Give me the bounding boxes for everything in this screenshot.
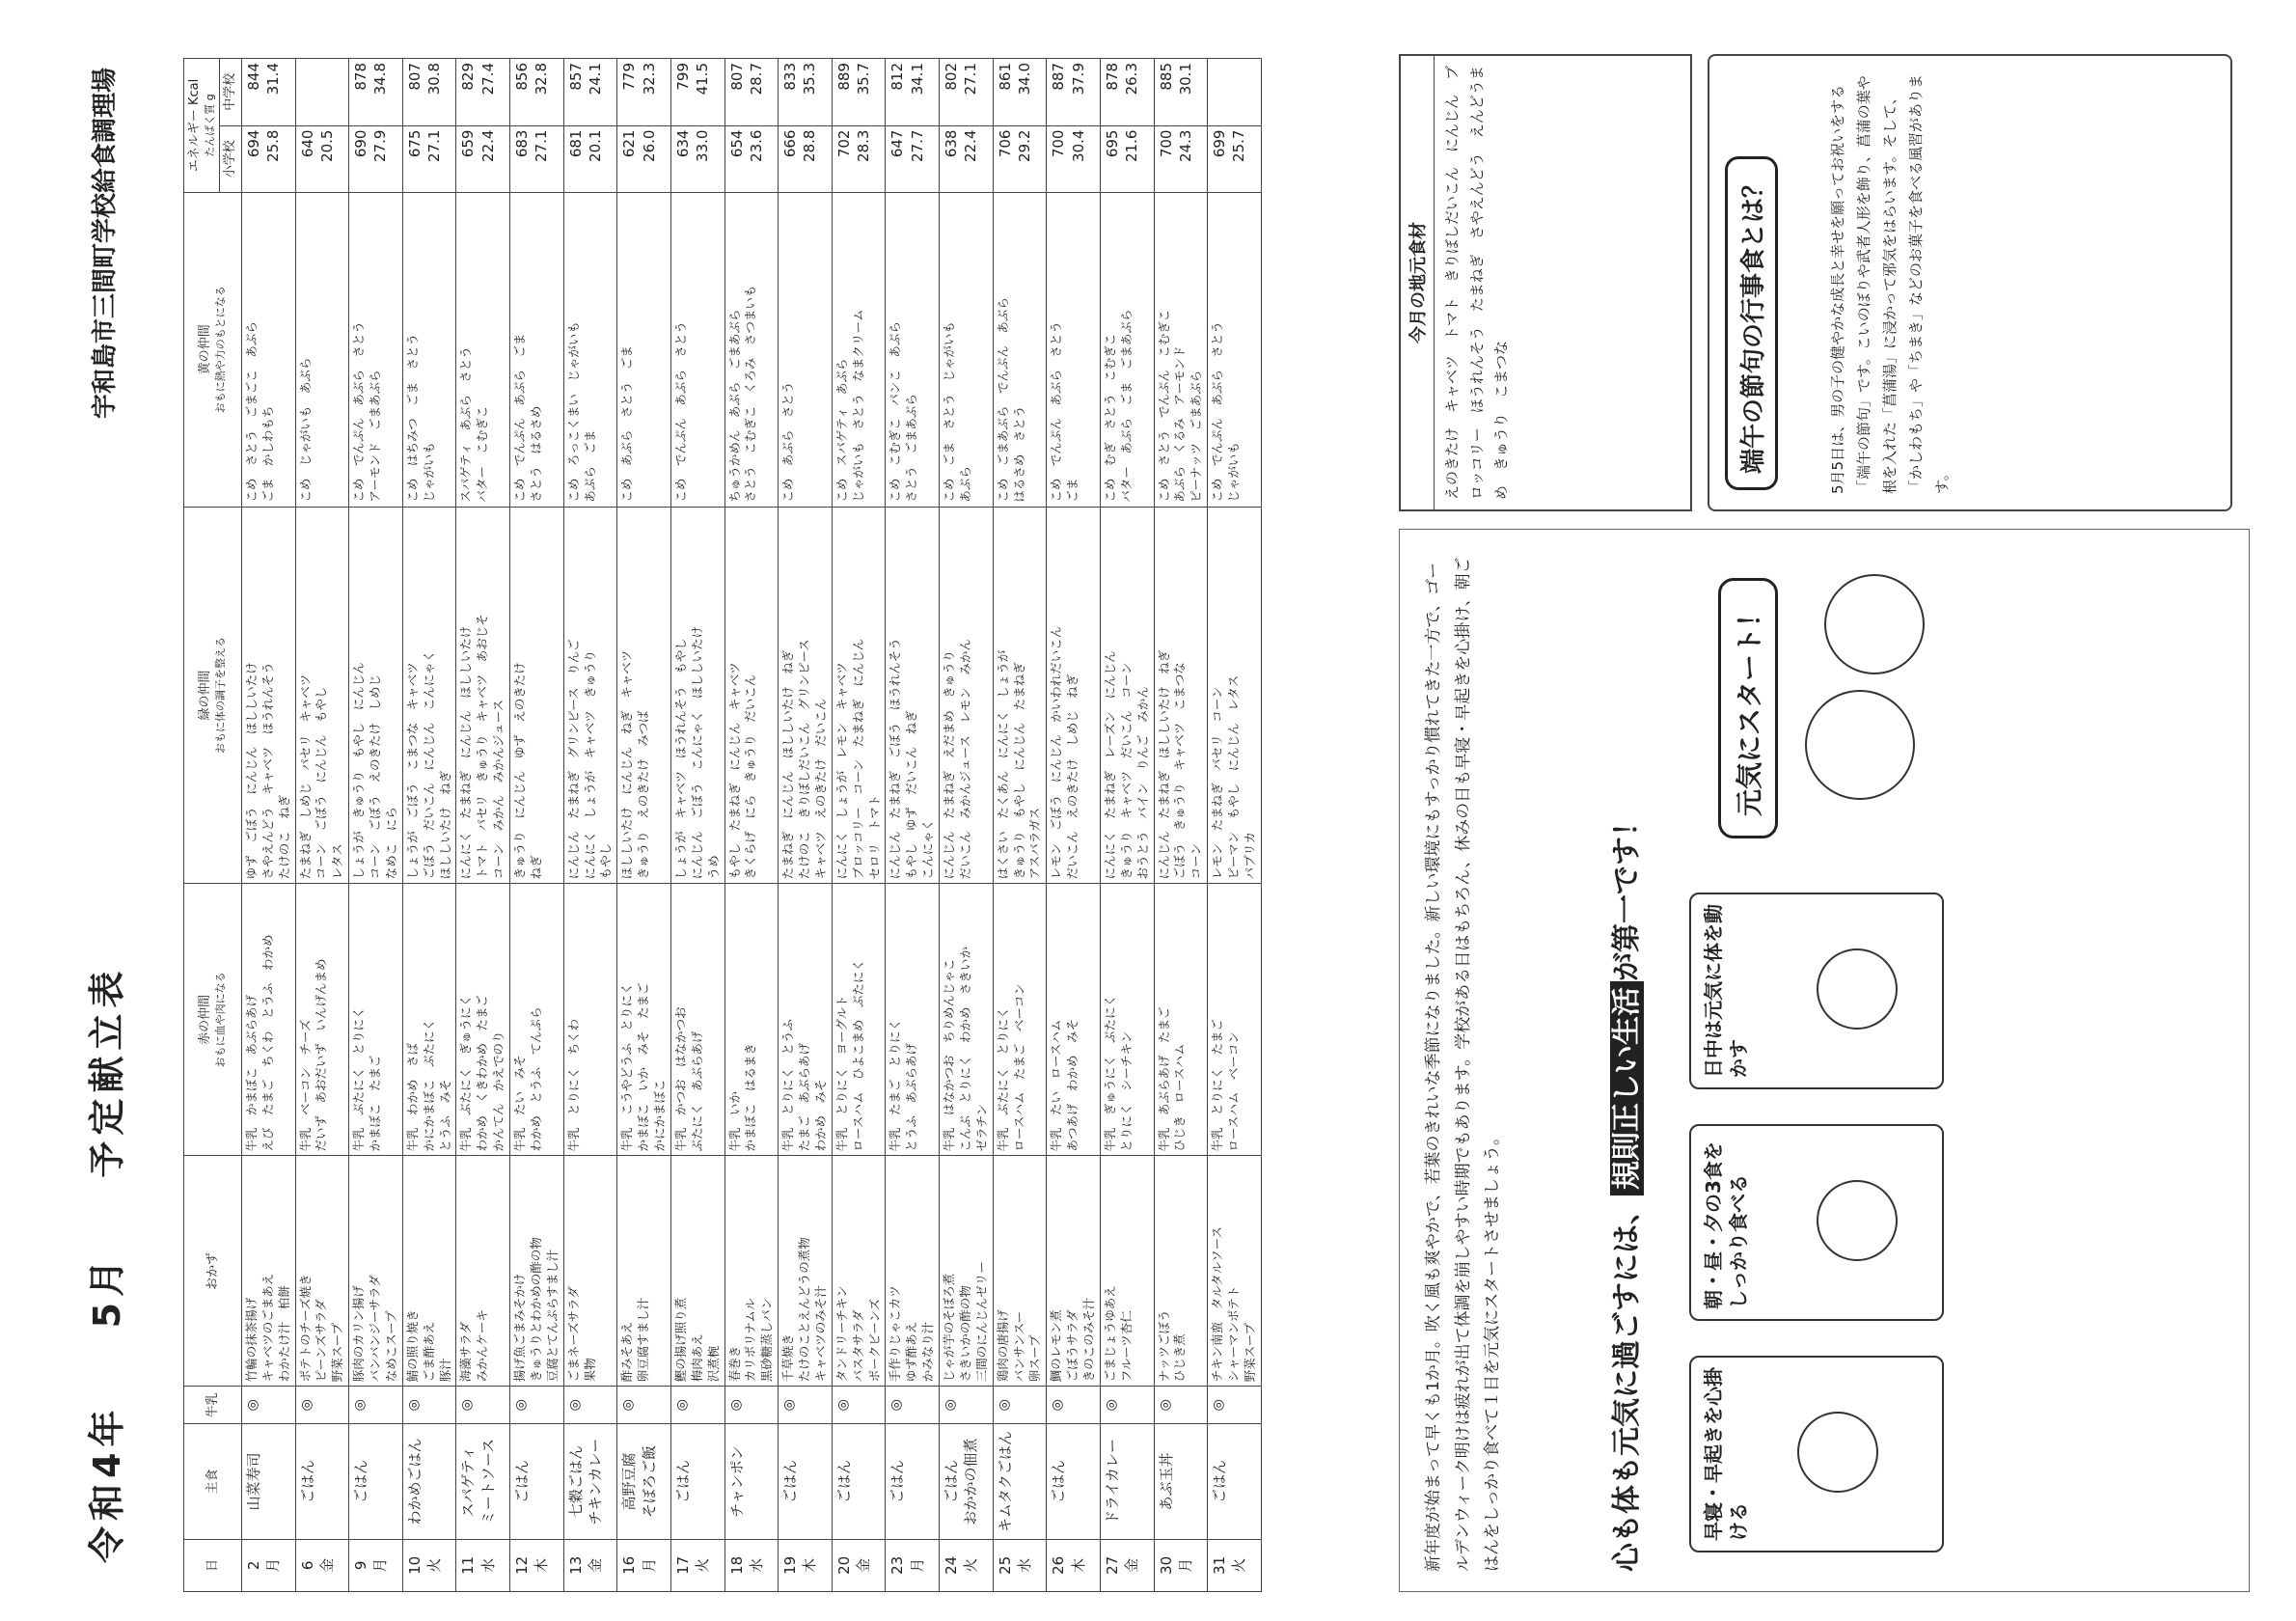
ball-icon xyxy=(1817,948,1898,1030)
staple-cell: 高野豆腐 そぼろご飯 xyxy=(617,1424,671,1539)
side-cell: 千草焼き たけのことえんどうの煮物 キャベツのみそ汁 xyxy=(779,1156,833,1387)
red-cell: 牛乳 ぎゅうにく ぶたにく とりにく シーチキン xyxy=(1100,884,1154,1156)
menu-table xyxy=(183,58,1262,1592)
side-cell: 豚肉のカリン揚げ バンバンジーサラダ なめこスープ xyxy=(349,1156,403,1387)
side-cell: じゃが芋のそぼろ煮 さきいかの酢の物 三間のにんじんゼリー xyxy=(940,1156,994,1387)
elementary-nutrition-cell: 666 28.8 xyxy=(779,125,833,192)
green-cell: たまねぎ にんじん ほししいたけ ねぎ たけのこ きりぼしだいこん グリンピース キャベツ えのきたけ だいこん xyxy=(779,507,833,884)
side-cell: 春巻き カリポリナムル 黒砂糖蒸しパン xyxy=(724,1156,779,1387)
side-cell: 酢みそあえ 卵豆腐すまし汁 xyxy=(617,1156,671,1387)
green-cell: ほししいたけ にんじん ねぎ キャベツ きゅうり えのきたけ みつば xyxy=(617,507,671,884)
red-cell: 牛乳 いか かまぼこ はるまき xyxy=(724,884,779,1156)
junior-nutrition-cell: 799 41.5 xyxy=(670,59,724,126)
elementary-nutrition-cell: 659 22.4 xyxy=(456,125,510,192)
th-yellow-sub: おもに熱や力のもとになる xyxy=(213,286,227,414)
table-row xyxy=(295,59,349,1592)
yellow-cell: こめ でんぷん あぶら さとう じゃがいも xyxy=(1208,192,1262,507)
elementary-nutrition-cell: 695 21.6 xyxy=(1100,125,1154,192)
milk-cell: ◎ xyxy=(993,1387,1047,1424)
table-row xyxy=(241,59,295,1592)
milk-cell: ◎ xyxy=(1208,1387,1262,1424)
card-exercise-label: 日中は元気に体を動かす xyxy=(1702,904,1750,1078)
junior-nutrition-cell: 889 35.7 xyxy=(832,59,886,126)
side-cell: ごまじょうゆあえ フルーツ杏仁 xyxy=(1100,1156,1154,1387)
red-cell: 牛乳 ぶたにく ぎゅうにく わかめ くきわかめ たまご かんてん かえでのり xyxy=(456,884,510,1156)
table-row xyxy=(724,59,779,1592)
red-cell: 牛乳 とりにく とうふ たまご あぶらあげ わかめ みそ xyxy=(779,884,833,1156)
elementary-nutrition-cell: 621 26.0 xyxy=(617,125,671,192)
red-cell: 牛乳 ベーコン チーズ だいず あおだいず いんげんまめ xyxy=(295,884,349,1156)
th-side: おかず xyxy=(184,1156,242,1387)
staple-cell: ごはん xyxy=(779,1424,833,1539)
staple-cell: ごはん xyxy=(832,1424,886,1539)
staple-cell: ごはん xyxy=(886,1424,940,1539)
side-cell: タンドリーチキン パスタサラダ ポークビーンズ xyxy=(832,1156,886,1387)
staple-cell: ごはん xyxy=(349,1424,403,1539)
bowl-icon xyxy=(1817,1180,1898,1261)
moon-icon xyxy=(1797,1412,1878,1493)
elementary-nutrition-cell: 706 29.2 xyxy=(993,125,1047,192)
milk-cell: ◎ xyxy=(670,1387,724,1424)
staple-cell: ごはん おかかの佃煮 xyxy=(940,1424,994,1539)
th-yellow xyxy=(184,192,242,507)
festival-text: 5月5日は、男の子の健やかな成長と幸せを願ってお祝いをする「端午の節句」です。こいのぼりや武者人形を飾り、菖蒲の葉や根を入れた「菖蒲湯」に浸かって邪気をはらいます。そして、「かしわもち」や「ちまき」などのお菓子を食べる風習があります。 xyxy=(1829,73,1951,494)
green-cell: にんじん たまねぎ ごぼう ほうれんそう もやし ゆず だいこん ねぎ こんにゃく xyxy=(886,507,940,884)
table-row xyxy=(1100,59,1154,1592)
yellow-cell: こめ でんぷん あぶら さとう xyxy=(670,192,724,507)
junior-nutrition-cell: 833 35.3 xyxy=(779,59,833,126)
table-row xyxy=(1154,59,1208,1592)
green-cell: にんにく たまねぎ にんじん ほししいたけ トマト パセリ きゅうり キャベツ あおじそ コーン みかん みかんジュース xyxy=(456,507,510,884)
th-protein: たんぱく質 g xyxy=(203,94,216,157)
green-cell: たまねぎ しめじ パセリ キャベツ コーン ごぼう にんじん もやし レタス xyxy=(295,507,349,884)
milk-cell: ◎ xyxy=(349,1387,403,1424)
era-label: 令和4年 xyxy=(86,1404,128,1563)
day-cell: 24 火 xyxy=(940,1539,994,1591)
th-red xyxy=(184,884,242,1156)
yellow-cell: こめ ごまあぶら でんぷん あぶら はるさめ さとう xyxy=(993,192,1047,507)
title-row xyxy=(77,58,154,1563)
side-cell: ポテトのチーズ焼き ピーンズサラダ 野菜スープ xyxy=(295,1156,349,1387)
staple-cell: ごはん xyxy=(295,1424,349,1539)
red-cell: 牛乳 あぶらあげ たまご ひじき ロースハム xyxy=(1154,884,1208,1156)
junior-nutrition-cell: 885 30.1 xyxy=(1154,59,1208,126)
milk-cell: ◎ xyxy=(456,1387,510,1424)
side-cell: 鯖の照り焼き ごま酢あえ 豚汁 xyxy=(402,1156,456,1387)
table-row xyxy=(510,59,564,1592)
junior-nutrition-cell: 861 34.0 xyxy=(993,59,1047,126)
yellow-cell: こめ ごま さとう じゃがいも あぶら xyxy=(940,192,994,507)
junior-nutrition-cell: 829 27.4 xyxy=(456,59,510,126)
green-cell: きゅうり にんじん ゆず えのきたけ ねぎ xyxy=(510,507,564,884)
milk-cell: ◎ xyxy=(1100,1387,1154,1424)
th-elementary: 小学校 xyxy=(220,125,242,192)
local-ingredients-box xyxy=(1399,54,1692,511)
green-cell: にんじん たまねぎ グリンピース りんご にんにく しょうが キャベツ きゅうり もやし xyxy=(563,507,617,884)
th-red-title: 赤の仲間 xyxy=(198,994,213,1045)
elementary-nutrition-cell: 700 24.3 xyxy=(1154,125,1208,192)
card-sleep-label: 早寝・早起きを心掛ける xyxy=(1702,1367,1750,1541)
local-text: えのきたけ キャベツ トマト きりぼしだいこん にんじん ブロッコリー ほうれんそう たまねぎ さやえんどう えんどうまめ きゅうり こまつな xyxy=(1443,65,1510,500)
bottom-section xyxy=(1399,58,2248,1592)
yellow-cell: こめ あぶら さとう ごま xyxy=(617,192,671,507)
green-cell: はくさい たくあん にんにく しょうが きゅうり もやし にんじん たまねぎ アスパラガス xyxy=(993,507,1047,884)
day-cell: 17 火 xyxy=(670,1539,724,1591)
title-label: 予定献立表 xyxy=(86,965,128,1178)
green-cell: にんにく たまねぎ レーズン にんじん きゅうり キャベツ だいこん コーン おうとう パイン りんご みかん xyxy=(1100,507,1154,884)
day-cell: 20 金 xyxy=(832,1539,886,1591)
elementary-nutrition-cell: 700 30.4 xyxy=(1047,125,1101,192)
table-row xyxy=(349,59,403,1592)
issuer-label: 宇和島市三間町学校給食調理場 xyxy=(91,68,120,420)
side-cell: 手作りじゃこカツ ゆず酢あえ かみなり汁 xyxy=(886,1156,940,1387)
staple-cell: わかめごはん xyxy=(402,1424,456,1539)
red-cell: 牛乳 わかめ さば かにかまぼこ ぶたにく とうふ みそ xyxy=(402,884,456,1156)
junior-nutrition-cell: 779 32.3 xyxy=(617,59,671,126)
green-cell: にんじん たまねぎ えだまめ きゅうり だいこん みかんジュース レモン みかん xyxy=(940,507,994,884)
junior-nutrition-cell: 807 28.7 xyxy=(724,59,779,126)
green-cell: にんにく しょうが レモン キャベツ ブロッコリー コーン たまねぎ にんじん セロリ トマト xyxy=(832,507,886,884)
junior-nutrition-cell xyxy=(1208,59,1262,126)
staple-cell: チャンポン xyxy=(724,1424,779,1539)
child-face-icon-2 xyxy=(1824,574,1925,674)
red-cell: 牛乳 かつお はなかつお ぶたにく あぶらあげ xyxy=(670,884,724,1156)
elementary-nutrition-cell: 634 33.0 xyxy=(670,125,724,192)
table-row xyxy=(940,59,994,1592)
milk-cell: ◎ xyxy=(1154,1387,1208,1424)
table-row xyxy=(456,59,510,1592)
table-row xyxy=(886,59,940,1592)
table-row xyxy=(617,59,671,1592)
th-green-sub: おもに体の調子を整える xyxy=(213,636,227,754)
table-row xyxy=(832,59,886,1592)
table-row xyxy=(563,59,617,1592)
side-cell: 鯛のレモン煮 ごぼうサラダ きのこのみそ汁 xyxy=(1047,1156,1101,1387)
table-row xyxy=(1208,59,1262,1592)
milk-cell: ◎ xyxy=(510,1387,564,1424)
green-cell: しょうが きゅうり もやし にんじん コーン ごぼう えのきたけ しめじ なめこ にら xyxy=(349,507,403,884)
child-face-icon xyxy=(1805,690,1915,800)
day-cell: 23 月 xyxy=(886,1539,940,1591)
yellow-cell: こめ はちみつ ごま さとう じゃがいも xyxy=(402,192,456,507)
local-title: 今月の地元食材 xyxy=(1401,56,1435,509)
junior-nutrition-cell: 856 32.8 xyxy=(510,59,564,126)
red-cell: 牛乳 たい ロースハム あつあげ わかめ みそ xyxy=(1047,884,1101,1156)
red-cell: 牛乳 たい みそ わかめ とうふ てんぷら xyxy=(510,884,564,1156)
side-cell: 海藻サラダ みかんケーキ xyxy=(456,1156,510,1387)
month-label: 5月 xyxy=(86,1253,128,1329)
yellow-cell: こめ ろっこくまい じゃがいも あぶら ごま xyxy=(563,192,617,507)
yellow-cell: こめ でんぷん あぶら さとう アーモンド ごまあぶら xyxy=(349,192,403,507)
milk-cell: ◎ xyxy=(563,1387,617,1424)
staple-cell: 七穀ごはん チキンカレー xyxy=(563,1424,617,1539)
red-cell: 牛乳 かまぼこ あぶらあげ えび たまご ちくわ とうふ わかめ xyxy=(241,884,295,1156)
milk-cell: ◎ xyxy=(617,1387,671,1424)
message-box xyxy=(1399,529,2250,1592)
junior-nutrition-cell xyxy=(295,59,349,126)
start-bubble: 元気にスタート！ xyxy=(1718,578,1778,838)
red-cell: 牛乳 たまご とりにく とうふ あぶらあげ xyxy=(886,884,940,1156)
side-cell: ごまネーズサラダ 果物 xyxy=(563,1156,617,1387)
milk-cell: ◎ xyxy=(241,1387,295,1424)
th-day: 日 xyxy=(184,1539,242,1591)
day-cell: 13 金 xyxy=(563,1539,617,1591)
day-cell: 19 木 xyxy=(779,1539,833,1591)
yellow-cell: こめ じゃがいも あぶら xyxy=(295,192,349,507)
slogan-post: が第一です！ xyxy=(1610,808,1644,981)
day-cell: 31 火 xyxy=(1208,1539,1262,1591)
day-cell: 2 月 xyxy=(241,1539,295,1591)
red-cell: 牛乳 ぶたにく とりにく かまぼこ たまご xyxy=(349,884,403,1156)
day-cell: 9 月 xyxy=(349,1539,403,1591)
green-cell: しょうが キャベツ ほうれんそう もやし にんじん ごぼう こんにゃく ほししいたけ うめ xyxy=(670,507,724,884)
side-cell: 鰹の揚げ照り煮 梅肉あえ 沢煮椀 xyxy=(670,1156,724,1387)
green-cell: ゆず ごぼう にんじん ほししいたけ さやえんどう キャベツ ほうれんそう たけのこ ねぎ xyxy=(241,507,295,884)
side-cell: 揚げ魚ごまみそかけ きゅうりとわかめの酢の物 豆腐とてんぷらすまし汁 xyxy=(510,1156,564,1387)
th-milk: 牛乳 xyxy=(184,1387,242,1424)
staple-cell: キムタクごはん xyxy=(993,1424,1047,1539)
table-row xyxy=(1047,59,1101,1592)
festival-title: 端午の節句の行事食とは？ xyxy=(1725,156,1778,490)
yellow-cell: こめ さとう でんぷん こむぎこ あぶら くるみ アーモンド ピーナッツ ごまあぶら xyxy=(1154,192,1208,507)
side-cell: ナッツごぼう ひじき煮 xyxy=(1154,1156,1208,1387)
day-cell: 11 水 xyxy=(456,1539,510,1591)
card-meals-label: 朝・昼・夕の3食をしっかり食べる xyxy=(1702,1141,1750,1309)
green-cell: レモン ごぼう にんじん かいわれだいこん だいこん えのきたけ しめじ ねぎ xyxy=(1047,507,1101,884)
red-cell: 牛乳 こうやどうふ とりにく かまぼこ いか みそ たまご かにかまぼこ xyxy=(617,884,671,1156)
card-meals xyxy=(1689,1124,1944,1321)
day-cell: 26 木 xyxy=(1047,1539,1101,1591)
slogan xyxy=(1602,808,1645,1572)
green-cell: もやし たまねぎ にんじん キャベツ きくらげ にら きゅうり だいこん xyxy=(724,507,779,884)
th-junior: 中学校 xyxy=(220,59,242,126)
yellow-cell: こめ さとう ごまごこ あぶら ごま かしわもち xyxy=(241,192,295,507)
junior-nutrition-cell: 812 34.1 xyxy=(886,59,940,126)
junior-nutrition-cell: 807 30.8 xyxy=(402,59,456,126)
day-cell: 12 木 xyxy=(510,1539,564,1591)
yellow-cell: スパゲティ あぶら さとう バター こむぎこ xyxy=(456,192,510,507)
junior-nutrition-cell: 878 34.8 xyxy=(349,59,403,126)
table-row xyxy=(993,59,1047,1592)
th-red-sub: おもに血や肉になる xyxy=(213,972,227,1068)
red-cell: 牛乳 はなかつお ちりめんじゃこ こんぶ とりにく わかめ さきいか ゼラチン xyxy=(940,884,994,1156)
green-cell: にんじん たまねぎ ほししいたけ ねぎ ごぼう きゅうり キャベツ こまつな コーン xyxy=(1154,507,1208,884)
slogan-pre: 心も体も元気に過ごすには、 xyxy=(1610,1195,1644,1572)
day-cell: 25 水 xyxy=(993,1539,1047,1591)
red-cell: 牛乳 とりにく ちくわ xyxy=(563,884,617,1156)
junior-nutrition-cell: 802 27.1 xyxy=(940,59,994,126)
day-cell: 18 水 xyxy=(724,1539,779,1591)
side-cell: 鶏肉の唐揚げ バンサンスー 卵スープ xyxy=(993,1156,1047,1387)
staple-cell: スパゲティ ミートソース xyxy=(456,1424,510,1539)
page-title xyxy=(77,908,130,1563)
elementary-nutrition-cell: 638 22.4 xyxy=(940,125,994,192)
red-cell: 牛乳 ぶたにく とりにく ロースハム たまご ベーコン xyxy=(993,884,1047,1156)
day-cell: 27 金 xyxy=(1100,1539,1154,1591)
milk-cell: ◎ xyxy=(724,1387,779,1424)
milk-cell: ◎ xyxy=(402,1387,456,1424)
th-green xyxy=(184,507,242,884)
festival-box xyxy=(1708,54,2232,511)
menu-body xyxy=(241,59,1261,1592)
milk-cell: ◎ xyxy=(1047,1387,1101,1424)
header-row xyxy=(184,59,220,1592)
junior-nutrition-cell: 887 37.9 xyxy=(1047,59,1101,126)
milk-cell: ◎ xyxy=(886,1387,940,1424)
day-cell: 30 月 xyxy=(1154,1539,1208,1591)
milk-cell: ◎ xyxy=(940,1387,994,1424)
elementary-nutrition-cell: 690 27.9 xyxy=(349,125,403,192)
elementary-nutrition-cell: 681 20.1 xyxy=(563,125,617,192)
card-sleep xyxy=(1689,1356,1944,1552)
yellow-cell: こめ でんぷん あぶら ごま さとう はるさめ xyxy=(510,192,564,507)
staple-cell: ごはん xyxy=(1208,1424,1262,1539)
red-cell: 牛乳 とりにく ヨーグルト ロースハム ひよこまめ ぶたにく xyxy=(832,884,886,1156)
staple-cell: ドライカレー xyxy=(1100,1424,1154,1539)
elementary-nutrition-cell: 675 27.1 xyxy=(402,125,456,192)
day-cell: 10 火 xyxy=(402,1539,456,1591)
elementary-nutrition-cell: 640 20.5 xyxy=(295,125,349,192)
junior-nutrition-cell: 857 24.1 xyxy=(563,59,617,126)
yellow-cell: こめ スパゲティ あぶら じゃがいも さとう なまクリーム xyxy=(832,192,886,507)
table-row xyxy=(779,59,833,1592)
th-green-title: 緑の仲間 xyxy=(198,670,213,721)
elementary-nutrition-cell: 683 27.1 xyxy=(510,125,564,192)
yellow-cell: こめ あぶら さとう xyxy=(779,192,833,507)
day-cell: 6 金 xyxy=(295,1539,349,1591)
yellow-cell: ちゅうかめん あぶら ごまあぶら さとう こむぎこ くろみ さつまいも xyxy=(724,192,779,507)
yellow-cell: こめ こむぎこ パンこ あぶら さとう ごまあぶら xyxy=(886,192,940,507)
yellow-cell: こめ むぎ さとう こむぎこ バター あぶら ごま ごまあぶら xyxy=(1100,192,1154,507)
th-staple: 主食 xyxy=(184,1424,242,1539)
elementary-nutrition-cell: 694 25.8 xyxy=(241,125,295,192)
elementary-nutrition-cell: 647 27.7 xyxy=(886,125,940,192)
slogan-highlight: 規則正しい生活 xyxy=(1610,981,1644,1195)
staple-cell: ごはん xyxy=(670,1424,724,1539)
table-row xyxy=(402,59,456,1592)
elementary-nutrition-cell: 702 28.3 xyxy=(832,125,886,192)
card-exercise xyxy=(1689,893,1944,1089)
th-yellow-title: 黄の仲間 xyxy=(198,324,213,375)
staple-cell: ごはん xyxy=(1047,1424,1101,1539)
elementary-nutrition-cell: 654 23.6 xyxy=(724,125,779,192)
milk-cell: ◎ xyxy=(295,1387,349,1424)
side-cell: 竹輪の抹茶揚げ キャベツのごまあえ わかたけ汁 柏餅 xyxy=(241,1156,295,1387)
green-cell: レモン たまねぎ パセリ コーン ピーマン もやし にんじん レタス パプリカ xyxy=(1208,507,1262,884)
green-cell: しょうが ごぼう こまつな キャベツ ごぼう だいこん にんじん こんにゃく ほししいたけ ねぎ xyxy=(402,507,456,884)
side-cell: チキン南蛮 タルタルソース シャーマンポテト 野菜スープ xyxy=(1208,1156,1262,1387)
message-text: 新年度が始まって早くも1か月。吹く風も爽やかで、若葉のきれいな季節になりました。新しい環境にもすっかり慣れてきた一方で、ゴールデンウィーク明けは疲れが出て体調を崩しやすい時期でもあります。学校がある日はもちろん、休みの日も早寝・早起きを心掛け、朝ごはんをしっかり食べて１日を元気にスタートさせましょう。 xyxy=(1424,557,1503,1572)
staple-cell: あぶ玉丼 xyxy=(1154,1424,1208,1539)
junior-nutrition-cell: 844 31.4 xyxy=(241,59,295,126)
table-row xyxy=(670,59,724,1592)
day-cell: 16 月 xyxy=(617,1539,671,1591)
milk-cell: ◎ xyxy=(832,1387,886,1424)
staple-cell: 山菜寿司 xyxy=(241,1424,295,1539)
staple-cell: ごはん xyxy=(510,1424,564,1539)
milk-cell: ◎ xyxy=(779,1387,833,1424)
junior-nutrition-cell: 878 26.3 xyxy=(1100,59,1154,126)
yellow-cell: こめ でんぷん あぶら さとう ごま xyxy=(1047,192,1101,507)
th-energy: エネルギー Kcal xyxy=(187,78,202,173)
elementary-nutrition-cell: 699 25.7 xyxy=(1208,125,1262,192)
red-cell: 牛乳 とりにく たまご ロースハム ベーコン xyxy=(1208,884,1262,1156)
th-nutrition xyxy=(184,59,220,193)
